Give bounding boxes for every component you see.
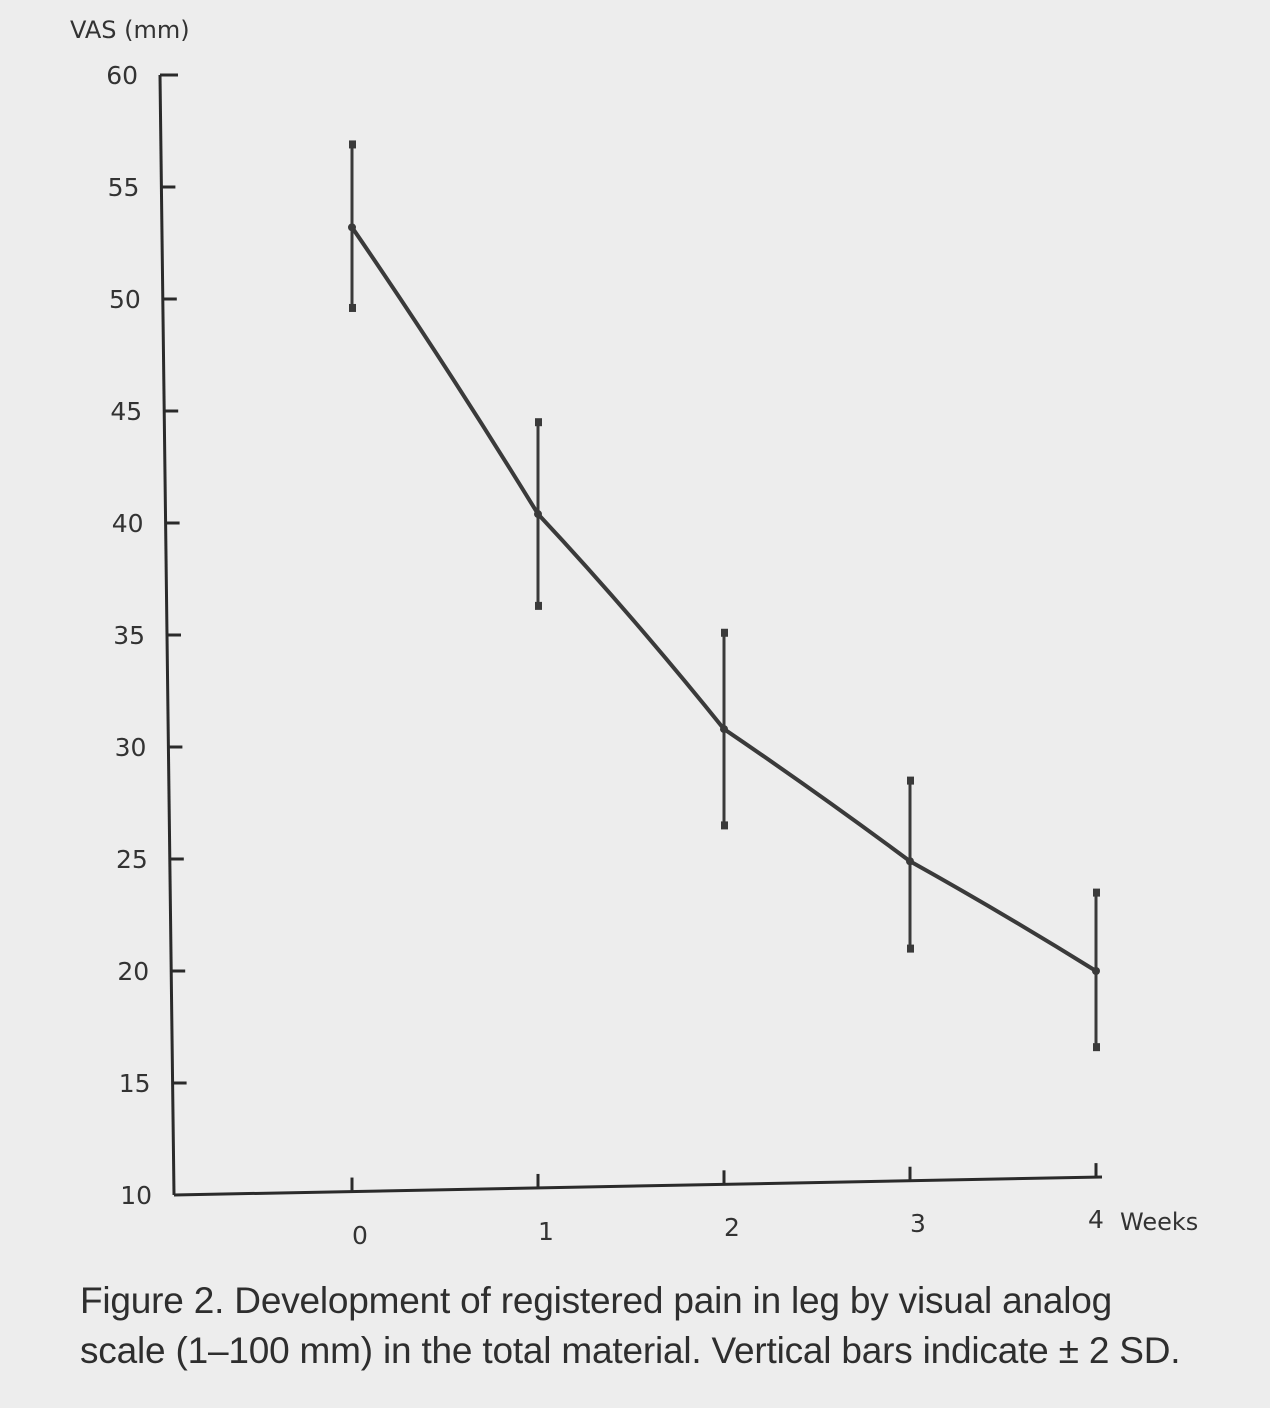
x-axis-line bbox=[174, 1177, 1102, 1195]
error-cap-low-2 bbox=[721, 821, 728, 829]
data-point-1 bbox=[534, 510, 542, 518]
axes bbox=[160, 75, 1102, 1195]
error-cap-low-4 bbox=[1093, 1043, 1100, 1051]
figure-caption bbox=[80, 1276, 1230, 1376]
y-tick-label-40: 40 bbox=[111, 509, 144, 538]
error-cap-low-0 bbox=[349, 304, 356, 312]
y-axis-title: VAS (mm) bbox=[70, 16, 190, 44]
caption-line-2: scale (1–100 mm) in the total material. Vertical bars indicate ± 2 SD. bbox=[80, 1330, 1181, 1371]
error-cap-high-1 bbox=[535, 418, 542, 426]
y-tick-label-35: 35 bbox=[113, 621, 145, 650]
y-tick-label-45: 45 bbox=[110, 397, 143, 426]
x-tick-label-1: 1 bbox=[538, 1217, 554, 1246]
x-tick-label-2: 2 bbox=[724, 1213, 740, 1242]
y-tick-label-30: 30 bbox=[114, 733, 147, 762]
error-bars bbox=[349, 140, 1100, 1051]
y-ticks bbox=[106, 61, 186, 1210]
error-cap-high-0 bbox=[349, 140, 356, 148]
error-cap-low-1 bbox=[535, 602, 542, 610]
y-tick-label-55: 55 bbox=[107, 173, 140, 202]
x-tick-label-3: 3 bbox=[910, 1209, 926, 1238]
y-tick-label-25: 25 bbox=[115, 845, 148, 874]
data-point-0 bbox=[348, 223, 356, 231]
y-tick-label-20: 20 bbox=[117, 957, 150, 986]
x-ticks bbox=[352, 1163, 1104, 1250]
error-cap-high-2 bbox=[721, 629, 728, 637]
y-tick-label-60: 60 bbox=[106, 61, 138, 90]
series-line bbox=[352, 227, 1096, 971]
error-cap-high-3 bbox=[907, 777, 914, 785]
y-tick-label-10: 10 bbox=[120, 1181, 152, 1210]
series bbox=[348, 223, 1100, 975]
x-tick-label-4: 4 bbox=[1088, 1205, 1104, 1234]
caption-line-1: Figure 2. Development of registered pain in leg by visual analog bbox=[80, 1280, 1113, 1321]
y-tick-label-50: 50 bbox=[108, 285, 141, 314]
error-cap-low-3 bbox=[907, 945, 914, 953]
x-axis-title: Weeks bbox=[1120, 1208, 1199, 1236]
data-point-4 bbox=[1092, 967, 1100, 975]
x-tick-label-0: 0 bbox=[352, 1221, 368, 1250]
error-cap-high-4 bbox=[1093, 889, 1100, 897]
data-point-3 bbox=[906, 857, 914, 865]
data-point-2 bbox=[720, 725, 728, 733]
y-tick-label-15: 15 bbox=[118, 1069, 151, 1098]
